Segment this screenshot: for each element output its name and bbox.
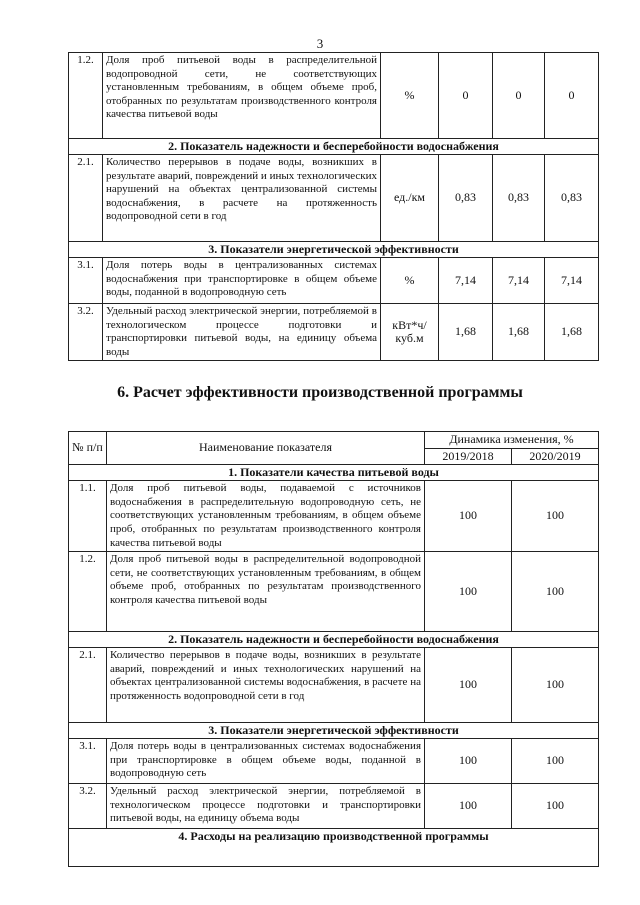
unit-cell: ед./км [381, 155, 439, 242]
unit-cell: кВт*ч/ куб.м [381, 304, 439, 361]
row-number: 3.1. [69, 739, 107, 784]
col-header-dynamics: Динамика изменения, % [425, 432, 599, 449]
value-cell: 0 [493, 53, 545, 139]
indicator-name: Удельный расход электрической энергии, потребляемой в технологическом процессе подготовки и транспортировки питьевой воды, на единицу объема воды [103, 304, 381, 361]
value-cell: 0,83 [545, 155, 599, 242]
table-row [69, 155, 599, 242]
value-cell: 1,68 [493, 304, 545, 361]
value-cell: 1,68 [439, 304, 493, 361]
section-title: 1. Показатели качества питьевой воды [69, 465, 599, 481]
value-cell: 100 [425, 784, 512, 829]
value-cell: 0,83 [493, 155, 545, 242]
header-row [69, 432, 599, 449]
value-cell: 100 [512, 648, 599, 723]
value-cell: 100 [425, 648, 512, 723]
indicators-table [68, 52, 599, 361]
col-header-name: Наименование показателя [107, 432, 425, 465]
value-cell: 100 [512, 481, 599, 552]
value-cell: 100 [425, 552, 512, 632]
section-title: 4. Расходы на реализацию производственной программы [69, 829, 599, 867]
row-number: 1.1. [69, 481, 107, 552]
indicator-name: Доля проб питьевой воды, подаваемой с источников водоснабжения в распределительную водопроводную сеть, не соответствующих установленным требованиям, в общем объеме проб, отобранных по результатам производственного контроля качества питьевой воды [107, 481, 425, 552]
value-cell: 0,83 [439, 155, 493, 242]
section-row [69, 632, 599, 648]
unit-cell: % [381, 258, 439, 304]
row-number: 3.2. [69, 784, 107, 829]
table-row [69, 304, 599, 361]
section-row [69, 723, 599, 739]
section-row [69, 242, 599, 258]
efficiency-table [68, 431, 599, 867]
indicator-name: Доля потерь воды в централизованных системах водоснабжения при транспортировке в общем объеме воды, поданной в водопроводную сеть [107, 739, 425, 784]
row-number: 1.2. [69, 552, 107, 632]
value-cell: 7,14 [439, 258, 493, 304]
indicator-name: Доля потерь воды в централизованных системах водоснабжения при транспортировке в общем объеме воды, поданной в водопроводную сеть [103, 258, 381, 304]
section-row [69, 139, 599, 155]
value-cell: 7,14 [545, 258, 599, 304]
value-cell: 0 [439, 53, 493, 139]
section-title: 3. Показатели энергетической эффективности [69, 242, 599, 258]
value-cell: 100 [512, 552, 599, 632]
table-row [69, 258, 599, 304]
row-number: 2.1. [69, 648, 107, 723]
table-row [69, 648, 599, 723]
value-cell: 100 [425, 739, 512, 784]
value-cell: 100 [512, 739, 599, 784]
table-row [69, 552, 599, 632]
section-title: 2. Показатель надежности и бесперебойности водоснабжения [69, 139, 599, 155]
section-title: 3. Показатели энергетической эффективности [69, 723, 599, 739]
indicator-name: Количество перерывов в подаче воды, возникших в результате аварий, повреждений и иных технологических нарушений на объектах централизованной системы водоснабжения, в расчете на протяженность водопроводной сети в год [103, 155, 381, 242]
col-header-period-2: 2020/2019 [512, 448, 599, 465]
unit-cell: % [381, 53, 439, 139]
value-cell: 7,14 [493, 258, 545, 304]
indicator-name: Количество перерывов в подаче воды, возникших в результате аварий, повреждений и иных технологических нарушений на объектах централизованной системы водоснабжения, в расчете на протяженность водопроводной сети в год [107, 648, 425, 723]
indicator-name: Доля проб питьевой воды в распределительной водопроводной сети, не соответствующих установленным требованиям, в общем объеме проб, отобранных по результатам производственного контроля качества питьевой воды [107, 552, 425, 632]
page-number: 3 [316, 36, 324, 51]
section-heading: 6. Расчет эффективности производственной программы [117, 384, 523, 401]
indicator-name: Доля проб питьевой воды в распределительной водопроводной сети, не соответствующих установленным требованиям, в общем объеме проб, отобранных по результатам производственного контроля качества питьевой воды [103, 53, 381, 139]
section-title: 2. Показатель надежности и бесперебойности водоснабжения [69, 632, 599, 648]
col-header-period-1: 2019/2018 [425, 448, 512, 465]
value-cell: 0 [545, 53, 599, 139]
col-header-number: № п/п [69, 432, 107, 465]
section-row [69, 465, 599, 481]
row-number: 1.2. [69, 53, 103, 139]
table-row [69, 784, 599, 829]
value-cell: 100 [512, 784, 599, 829]
table-row [69, 739, 599, 784]
table-row [69, 53, 599, 139]
indicator-name: Удельный расход электрической энергии, потребляемой в технологическом процессе подготовки и транспортировки питьевой воды, на единицу объема воды [107, 784, 425, 829]
row-number: 3.1. [69, 258, 103, 304]
value-cell: 100 [425, 481, 512, 552]
section-row [69, 829, 599, 867]
table-row [69, 481, 599, 552]
row-number: 2.1. [69, 155, 103, 242]
value-cell: 1,68 [545, 304, 599, 361]
row-number: 3.2. [69, 304, 103, 361]
